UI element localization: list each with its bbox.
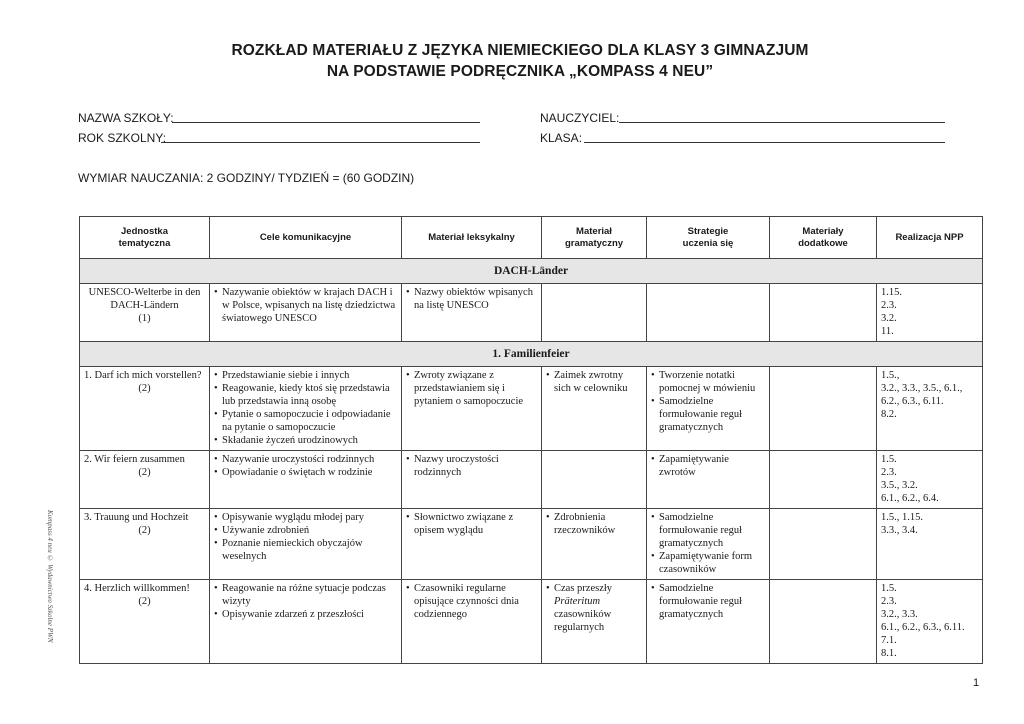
lexis-cell — [402, 284, 542, 342]
class-label: KLASA: — [540, 131, 583, 145]
list-item: • Zaimek zwrotny sich w celowniku — [546, 369, 642, 395]
list-item: • Poznanie niemieckich obyczajów weselnych — [214, 537, 397, 563]
npp-code: 3.2., 3.3., 3.5., 6.1., — [881, 383, 963, 394]
teacher-line[interactable] — [619, 122, 945, 123]
unit-hours: (2) — [138, 467, 151, 478]
bullet-list — [406, 511, 537, 537]
bullet-list — [651, 453, 765, 479]
title-line-2: NA PODSTAWIE PODRĘCZNIKA „KOMPASS 4 NEU” — [326, 63, 714, 80]
grammar-cell — [542, 451, 647, 509]
unit-cell — [80, 451, 210, 509]
bullet-list — [546, 511, 642, 537]
list-item: • Czasowniki regularne opisujące czynności dnia codziennego — [406, 582, 537, 621]
lexis-cell — [402, 451, 542, 509]
materials-cell — [770, 509, 877, 580]
materials-cell — [770, 367, 877, 451]
list-item: • Nazwy uroczystości rodzinnych — [406, 453, 537, 479]
list-item: • Pytanie o samopoczucie i odpowiadanie na pytanie o samopoczucie — [214, 408, 397, 434]
class-field[interactable] — [540, 130, 945, 146]
column-header: Materiał gramatyczny — [542, 217, 647, 259]
unit-title: 1. Darf ich mich vorstellen? — [84, 370, 202, 381]
unit-hours: (2) — [138, 596, 151, 607]
unit-cell — [80, 284, 210, 342]
list-item: • Słownictwo związane z opisem wyglądu — [406, 511, 537, 537]
unit-title: 3. Trauung und Hochzeit — [84, 512, 189, 523]
teacher-field[interactable] — [540, 110, 945, 126]
npp-code: 11. — [881, 326, 894, 337]
section-title: 1. Familienfeier — [80, 342, 983, 367]
goals-cell — [210, 509, 402, 580]
npp-code: 2.3. — [881, 467, 897, 478]
column-header: Cele komunikacyjne — [210, 217, 402, 259]
list-item: • Opowiadanie o świętach w rodzinie — [214, 466, 397, 479]
list-item: • Nazwy obiektów wpisanych na listę UNESCO — [406, 286, 537, 312]
materials-cell — [770, 284, 877, 342]
npp-code: 3.3., 3.4. — [881, 525, 918, 536]
section-row — [80, 259, 983, 284]
year-field[interactable] — [78, 130, 480, 146]
table-row — [80, 367, 983, 451]
grammar-cell — [542, 284, 647, 342]
school-label: NAZWA SZKOŁY: — [78, 111, 174, 125]
list-item: • Zwroty związane z przedstawianiem się i pytaniem o samopoczucie — [406, 369, 537, 408]
npp-cell — [877, 284, 983, 342]
goals-cell — [210, 580, 402, 664]
publisher-note: Kompass 4 neu © Wydawnictwo Szkolne PWN — [46, 510, 54, 643]
unit-hours: (2) — [138, 383, 151, 394]
list-item: • Reagowanie, kiedy ktoś się przedstawia lub przedstawia inną osobę — [214, 382, 397, 408]
column-header: Jednostka tematyczna — [80, 217, 210, 259]
npp-code: 1.5. — [881, 454, 897, 465]
npp-cell — [877, 367, 983, 451]
goals-cell — [210, 367, 402, 451]
bullet-list — [406, 286, 537, 312]
grammar-cell — [542, 580, 647, 664]
strategies-cell — [647, 367, 770, 451]
table-row — [80, 451, 983, 509]
bullet-list — [406, 582, 537, 621]
section-title: DACH-Länder — [80, 259, 983, 284]
grammar-cell — [542, 509, 647, 580]
column-header: Realizacja NPP — [877, 217, 983, 259]
unit-title: UNESCO-Welterbe in den DACH-Ländern — [88, 287, 201, 311]
column-header: Materiały dodatkowe — [770, 217, 877, 259]
section-row — [80, 342, 983, 367]
school-field[interactable] — [78, 110, 480, 126]
grammar-rest: czasowników regularnych — [554, 609, 612, 633]
bullet-list — [406, 453, 537, 479]
bullet-list — [214, 453, 397, 479]
bullet-list — [651, 582, 765, 621]
bullet-list — [651, 369, 765, 434]
npp-code: 6.2., 6.3., 6.11. — [881, 396, 944, 407]
column-header: Materiał leksykalny — [402, 217, 542, 259]
strategies-cell — [647, 284, 770, 342]
npp-code: 6.1., 6.2., 6.4. — [881, 493, 939, 504]
school-line[interactable] — [172, 122, 480, 123]
list-item: • Samodzielne formułowanie reguł gramatycznych — [651, 395, 765, 434]
goals-cell — [210, 451, 402, 509]
npp-code: 1.15. — [881, 287, 902, 298]
teacher-label: NAUCZYCIEL: — [540, 111, 620, 125]
strategies-cell — [647, 451, 770, 509]
npp-code: 1.5., — [881, 370, 900, 381]
npp-code: 6.1., 6.2., 6.3., 6.11. — [881, 622, 965, 633]
bullet-list — [214, 582, 397, 621]
list-item: • Zapamiętywanie zwrotów — [651, 453, 765, 479]
teaching-hours: WYMIAR NAUCZANIA: 2 GODZINY/ TYDZIEŃ = (60 GODZIN) — [78, 171, 415, 185]
materials-cell — [770, 580, 877, 664]
year-line[interactable] — [161, 142, 480, 143]
table-header-row — [80, 217, 983, 259]
npp-code: 3.5., 3.2. — [881, 480, 918, 491]
list-item: • Nazywanie uroczystości rodzinnych — [214, 453, 397, 466]
year-label: ROK SZKOLNY: — [78, 131, 167, 145]
grammar-term: Präteritum — [554, 596, 601, 607]
npp-code: 7.1. — [881, 635, 897, 646]
list-item: • Samodzielne formułowanie reguł gramatycznych — [651, 511, 765, 550]
unit-title: 4. Herzlich willkommen! — [84, 583, 190, 594]
table-row — [80, 509, 983, 580]
list-item: • Tworzenie notatki pomocnej w mówieniu — [651, 369, 765, 395]
list-item: • Zdrobnienia rzeczowników — [546, 511, 642, 537]
npp-cell — [877, 580, 983, 664]
npp-cell — [877, 509, 983, 580]
lexis-cell — [402, 509, 542, 580]
class-line[interactable] — [584, 142, 945, 143]
npp-code: 3.2., 3.3. — [881, 609, 918, 620]
npp-code: 1.5. — [881, 583, 897, 594]
list-item: • Reagowanie na różne sytuacje podczas wizyty — [214, 582, 397, 608]
bullet-list — [546, 582, 642, 595]
npp-cell — [877, 451, 983, 509]
unit-title: 2. Wir feiern zusammen — [84, 454, 185, 465]
document-title — [0, 40, 1024, 82]
bullet-list — [214, 511, 397, 563]
list-item: • Samodzielne formułowanie reguł gramatycznych — [651, 582, 765, 621]
npp-code: 1.5., 1.15. — [881, 512, 923, 523]
strategies-cell — [647, 580, 770, 664]
lexis-cell — [402, 367, 542, 451]
grammar-cell — [542, 367, 647, 451]
unit-cell — [80, 509, 210, 580]
grammar-detail — [546, 595, 642, 634]
strategies-cell — [647, 509, 770, 580]
list-item: • Opisywanie zdarzeń z przeszłości — [214, 608, 397, 621]
npp-code: 3.2. — [881, 313, 897, 324]
list-item: • Nazywanie obiektów w krajach DACH i w Polsce, wpisanych na listę dziedzictwa światowego UNESCO — [214, 286, 397, 325]
bullet-list — [651, 511, 765, 576]
unit-hours: (2) — [138, 525, 151, 536]
unit-cell — [80, 580, 210, 664]
list-item: • Zapamiętywanie form czasowników — [651, 550, 765, 576]
materials-cell — [770, 451, 877, 509]
page-number: 1 — [973, 677, 980, 689]
title-line-1: ROZKŁAD MATERIAŁU Z JĘZYKA NIEMIECKIEGO DLA KLASY 3 GIMNAZJUM — [231, 42, 809, 59]
npp-code: 2.3. — [881, 300, 897, 311]
bullet-list — [546, 369, 642, 395]
npp-code: 2.3. — [881, 596, 897, 607]
goals-cell — [210, 284, 402, 342]
unit-cell — [80, 367, 210, 451]
column-header: Strategie uczenia się — [647, 217, 770, 259]
bullet-list — [406, 369, 537, 408]
npp-code: 8.1. — [881, 648, 897, 659]
bullet-list — [214, 286, 397, 325]
npp-code: 8.2. — [881, 409, 897, 420]
list-item: • Składanie życzeń urodzinowych — [214, 434, 397, 447]
lexis-cell — [402, 580, 542, 664]
unit-hours: (1) — [138, 313, 151, 324]
bullet-list — [214, 369, 397, 447]
curriculum-table — [79, 216, 983, 664]
table-row — [80, 284, 983, 342]
list-item: • Używanie zdrobnień — [214, 524, 397, 537]
table-row — [80, 580, 983, 664]
list-item: • Przedstawianie siebie i innych — [214, 369, 397, 382]
list-item: • Czas przeszły — [546, 582, 642, 595]
list-item: • Opisywanie wyglądu młodej pary — [214, 511, 397, 524]
